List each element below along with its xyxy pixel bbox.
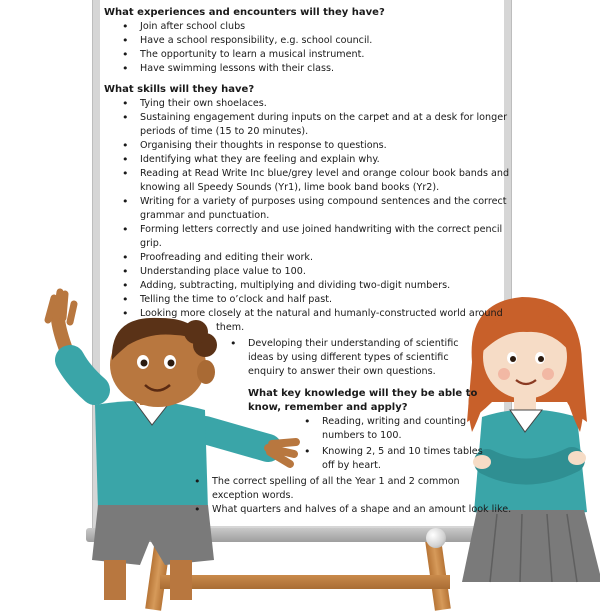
experience-item: • The opportunity to learn a musical instrument. (140, 48, 364, 62)
experience-item: • Have a school responsibility, e.g. school council. (140, 34, 372, 48)
experiences-heading: What experiences and encounters will they have? (104, 7, 385, 18)
skill-item: • Writing for a variety of purposes using compound sentences and the correct (140, 195, 507, 209)
knowledge-heading-line-1: What key knowledge will they be able to (248, 388, 478, 399)
skill-item: • Proofreading and editing their work. (140, 251, 313, 265)
knowledge-item: • Knowing 2, 5 and 10 times tables (322, 445, 483, 459)
skill-item: • Developing their understanding of scientific (248, 337, 459, 351)
skill-item-continuation: enquiry to answer their own questions. (248, 366, 436, 377)
knowledge-item: • The correct spelling of all the Year 1 and 2 common (212, 475, 460, 489)
knowledge-item-continuation: off by heart. (322, 460, 381, 471)
experience-item: • Have swimming lessons with their class. (140, 62, 334, 76)
skill-item: • Telling the time to o’clock and half past. (140, 293, 332, 307)
skill-item-continuation: them. (216, 322, 245, 333)
skill-item: • Forming letters correctly and use joined handwriting with the correct pencil (140, 223, 502, 237)
knowledge-heading-line-2: know, remember and apply? (248, 402, 408, 413)
skill-item: • Understanding place value to 100. (140, 265, 306, 279)
skill-item-continuation: grip. (140, 238, 162, 249)
experience-item: • Join after school clubs (140, 20, 245, 34)
knowledge-item-continuation: exception words. (212, 490, 294, 501)
skills-heading: What skills will they have? (104, 84, 255, 95)
skill-item-continuation: grammar and punctuation. (140, 210, 270, 221)
skill-item: • Adding, subtracting, multiplying and dividing two-digit numbers. (140, 279, 450, 293)
skill-item-continuation: periods of time (15 to 20 minutes). (140, 126, 309, 137)
easel-knob-right (426, 528, 446, 548)
knowledge-item: • What quarters and halves of a shape and an amount look like. (212, 503, 511, 517)
skill-item: • Organising their thoughts in response to questions. (140, 139, 387, 153)
skill-item: • Looking more closely at the natural and humanly-constructed world around (140, 307, 503, 321)
skill-item: • Identifying what they are feeling and explain why. (140, 153, 380, 167)
skill-item-continuation: knowing all Speedy Sounds (Yr1), lime book band books (Yr2). (140, 182, 440, 193)
knowledge-item: • Reading, writing and counting (322, 415, 466, 429)
skill-item: • Reading at Read Write Inc blue/grey level and orange colour book bands and (140, 167, 509, 181)
skill-item: • Tying their own shoelaces. (140, 97, 267, 111)
knowledge-item-continuation: numbers to 100. (322, 430, 402, 441)
skill-item: • Sustaining engagement during inputs on the carpet and at a desk for longer (140, 111, 507, 125)
skill-item-continuation: ideas by using different types of scientific (248, 352, 449, 363)
